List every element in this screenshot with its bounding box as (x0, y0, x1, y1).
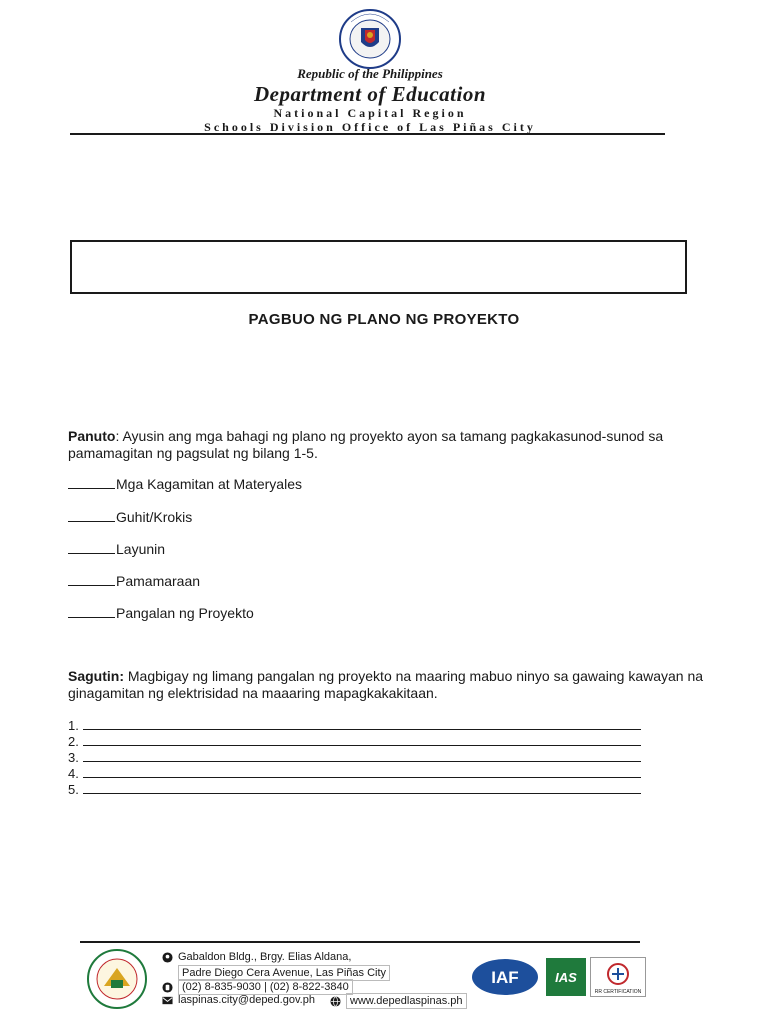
footer-email-row (162, 993, 315, 1007)
question-paragraph (68, 668, 708, 702)
answer-line (68, 734, 641, 750)
ordering-blank[interactable] (68, 541, 115, 554)
ordering-item (68, 573, 200, 589)
footer-email[interactable]: laspinas.city@deped.gov.ph (178, 994, 315, 1006)
location-icon (162, 952, 173, 963)
footer-phone: (02) 8-835-9030 | (02) 8-822-3840 (178, 979, 353, 995)
page-title: PAGBUO NG PLANO NG PROYEKTO (248, 311, 520, 328)
deped-seal-logo (333, 8, 407, 70)
answer-blank[interactable] (83, 782, 641, 794)
footer-address-line1: Gabaldon Bldg., Brgy. Elias Aldana, (178, 951, 352, 963)
empty-title-box (70, 240, 687, 294)
answer-number: 3. (68, 750, 79, 765)
rr-label: RR CERTIFICATION (594, 989, 642, 995)
iaf-certification-logo (470, 957, 540, 997)
header-republic: Republic of the Philippines (297, 66, 443, 81)
answer-line (68, 718, 641, 734)
answer-number: 5. (68, 782, 79, 797)
answer-line (68, 750, 641, 766)
school-division-logo (82, 948, 152, 1010)
footer-divider (80, 941, 640, 943)
footer-website[interactable]: www.depedlaspinas.ph (346, 993, 467, 1009)
ordering-item-label: Pangalan ng Proyekto (116, 605, 254, 621)
ias-label: IAS (555, 970, 577, 985)
footer-address-line2: Padre Diego Cera Avenue, Las Piñas City (178, 965, 390, 981)
footer-address-row (162, 950, 351, 964)
rr-certification-logo (590, 957, 646, 997)
header-department: Department of Education (253, 82, 486, 106)
answer-number: 4. (68, 766, 79, 781)
sagutin-label: Sagutin: (68, 668, 124, 684)
ordering-item (68, 541, 165, 557)
ordering-blank[interactable] (68, 509, 115, 522)
header-divider (70, 133, 665, 135)
sagutin-text: Magbigay ng limang pangalan ng proyekto na maaring mabuo ninyo sa gawaing kawayan na ginagamitan ng elektrisidad na maaaring mapagkakakitaan. (68, 668, 704, 701)
ordering-blank[interactable] (68, 476, 115, 489)
answer-blank[interactable] (83, 718, 641, 730)
ordering-item-label: Guhit/Krokis (116, 509, 193, 525)
panuto-label: Panuto (68, 428, 116, 444)
answer-blank[interactable] (83, 766, 641, 778)
answer-number: 2. (68, 734, 79, 749)
footer-web-row (330, 993, 467, 1009)
header-region: National Capital Region (273, 106, 467, 120)
ias-certification-logo (545, 957, 587, 997)
panuto-text: : Ayusin ang mga bahagi ng plano ng proyekto ayon sa tamang pagkakasunod-sunod sa pamamagitan ng pagsulat ng bilang 1-5. (68, 428, 664, 461)
email-icon (162, 995, 173, 1006)
iaf-label: IAF (491, 968, 519, 987)
answer-number: 1. (68, 718, 79, 733)
answer-line (68, 766, 641, 782)
ordering-blank[interactable] (68, 605, 115, 618)
instructions-paragraph (68, 428, 708, 462)
ordering-item (68, 605, 254, 621)
answer-line (68, 782, 641, 798)
globe-icon (330, 996, 341, 1007)
answer-blank[interactable] (83, 734, 641, 746)
answer-blank[interactable] (83, 750, 641, 762)
ordering-item (68, 509, 192, 525)
ordering-item-label: Pamamaraan (116, 573, 201, 589)
ordering-item-label: Mga Kagamitan at Materyales (116, 476, 302, 492)
ordering-item (68, 476, 302, 492)
ordering-item-label: Layunin (116, 541, 166, 557)
header-division: Schools Division Office of Las Piñas City (204, 120, 536, 134)
phone-icon (162, 982, 173, 993)
ordering-blank[interactable] (68, 573, 115, 586)
